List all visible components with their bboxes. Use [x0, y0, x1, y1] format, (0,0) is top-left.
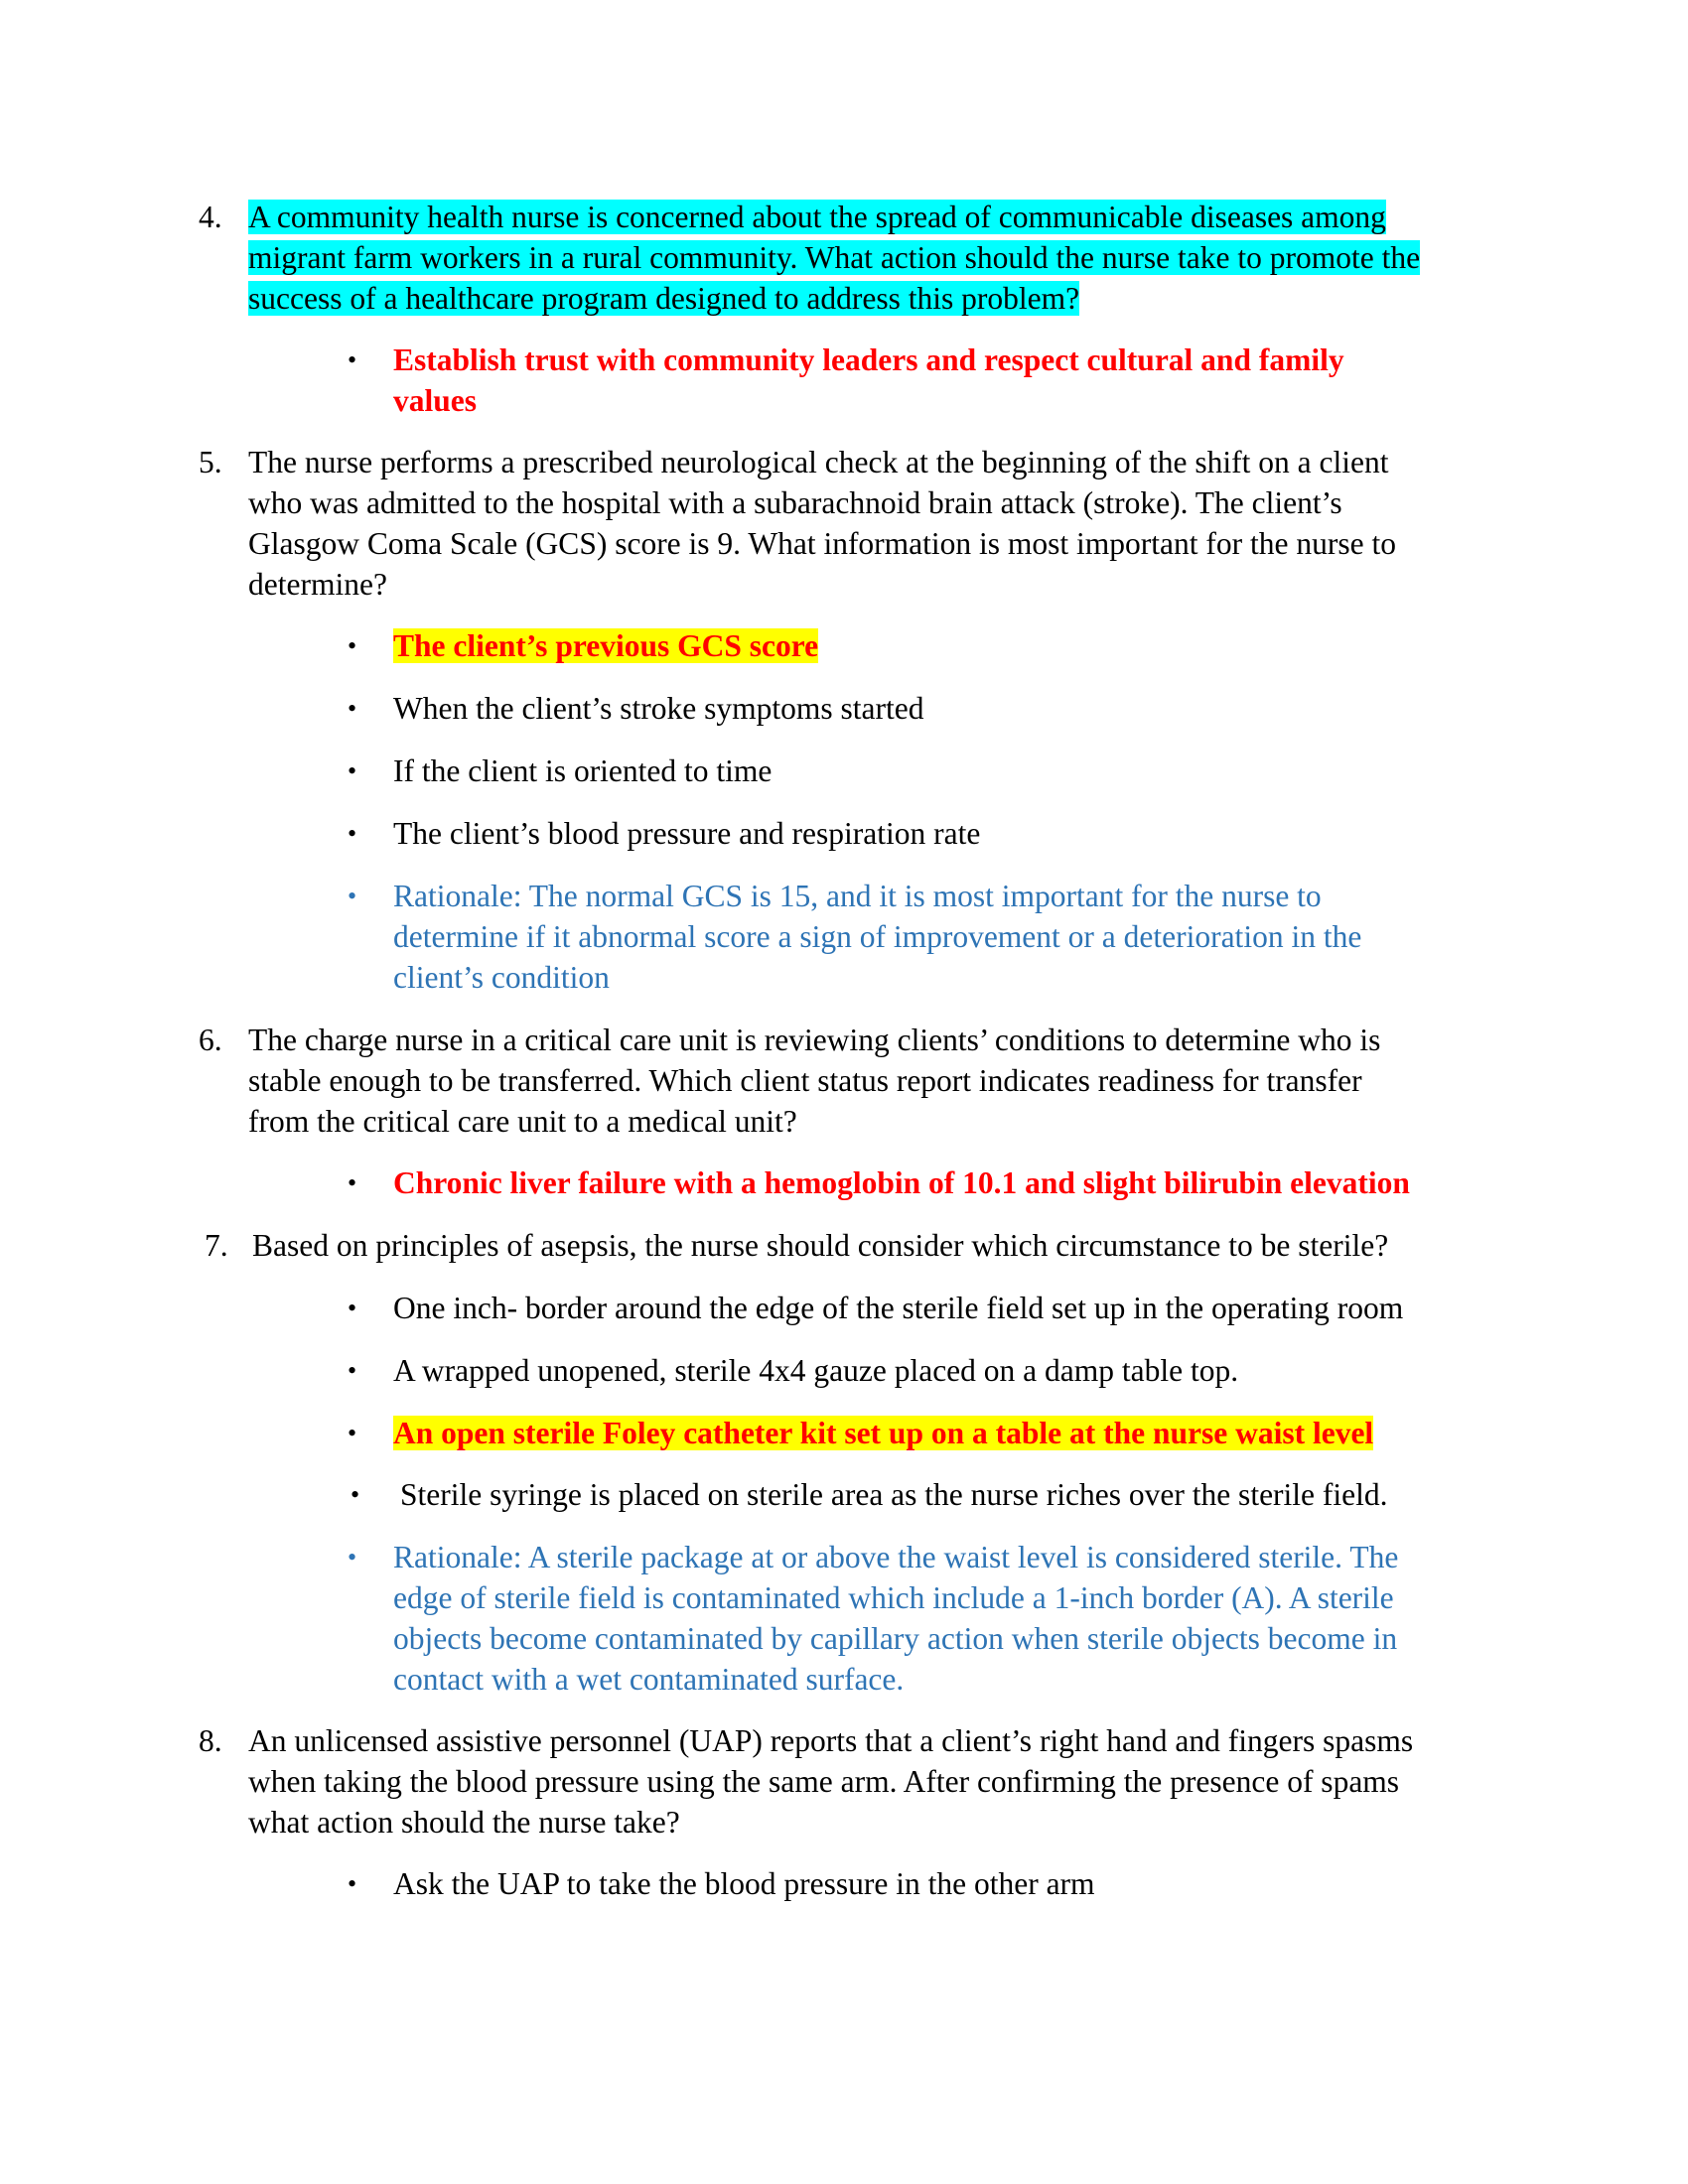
correct-answer: The client’s previous GCS score	[393, 628, 819, 663]
question-text-line: An unlicensed assistive personnel (UAP) reports that a client’s right hand and fingers spasms	[248, 1723, 1414, 1758]
answer-option: Ask the UAP to take the blood pressure in the other arm	[393, 1866, 1095, 1901]
question-text-line: stable enough to be transferred. Which client status report indicates readiness for transfer	[248, 1063, 1362, 1098]
question-text-line: who was admitted to the hospital with a subarachnoid brain attack (stroke). The client’s	[248, 485, 1342, 520]
question-text-line: determine?	[248, 567, 387, 602]
bullet-icon: •	[348, 1168, 357, 1197]
bullet-icon: •	[348, 1294, 357, 1322]
question-text-line: A community health nurse is concerned about the spread of communicable diseases among	[248, 200, 1386, 234]
rationale-text: objects become contaminated by capillary action when sterile objects become in	[393, 1621, 1398, 1656]
answer-option: One inch- border around the edge of the sterile field set up in the operating room	[393, 1291, 1404, 1325]
bullet-icon: •	[348, 882, 357, 910]
question-text-line: Based on principles of asepsis, the nurse should consider which circumstance to be sterile?	[252, 1228, 1389, 1263]
question-text-line: Glasgow Coma Scale (GCS) score is 9. What information is most important for the nurse to	[248, 526, 1396, 561]
rationale-text: client’s condition	[393, 960, 610, 995]
question-number: 5.	[199, 445, 222, 479]
answer-option: Sterile syringe is placed on sterile area as the nurse riches over the sterile field.	[400, 1477, 1388, 1512]
correct-answer: Chronic liver failure with a hemoglobin of 10.1 and slight bilirubin elevation	[393, 1165, 1410, 1200]
question-text-line: what action should the nurse take?	[248, 1805, 680, 1840]
answer-option: When the client’s stroke symptoms started	[393, 691, 924, 726]
bullet-icon: •	[348, 1419, 357, 1447]
rationale-text: edge of sterile field is contaminated which include a 1-inch border (A). A sterile	[393, 1580, 1394, 1615]
question-text-line: The nurse performs a prescribed neurological check at the beginning of the shift on a client	[248, 445, 1389, 479]
question-text-line: migrant farm workers in a rural community. What action should the nurse take to promote the	[248, 240, 1421, 275]
question-text-line: when taking the blood pressure using the same arm. After confirming the presence of spams	[248, 1764, 1400, 1799]
bullet-icon: •	[348, 1543, 357, 1571]
bullet-icon: •	[348, 694, 357, 723]
answer-option: The client’s blood pressure and respiration rate	[393, 816, 981, 851]
question-number: 7.	[205, 1228, 228, 1263]
bullet-icon: •	[348, 756, 357, 785]
bullet-icon: •	[348, 1869, 357, 1898]
question-text-line: The charge nurse in a critical care unit is reviewing clients’ conditions to determine who is	[248, 1023, 1381, 1057]
bullet-icon: •	[348, 819, 357, 848]
bullet-icon: •	[348, 345, 357, 374]
correct-answer: values	[393, 383, 478, 418]
bullet-icon: •	[348, 631, 357, 660]
question-number: 6.	[199, 1023, 222, 1057]
answer-option: If the client is oriented to time	[393, 753, 773, 788]
question-number: 8.	[199, 1723, 222, 1758]
rationale-text: determine if it abnormal score a sign of improvement or a deterioration in the	[393, 919, 1362, 954]
question-number: 4.	[199, 200, 222, 234]
rationale-text: Rationale: The normal GCS is 15, and it is most important for the nurse to	[393, 879, 1322, 913]
bullet-icon: •	[351, 1480, 360, 1509]
correct-answer: Establish trust with community leaders and respect cultural and family	[393, 342, 1344, 377]
bullet-icon: •	[348, 1356, 357, 1385]
correct-answer: An open sterile Foley catheter kit set up on a table at the nurse waist level	[393, 1416, 1374, 1450]
rationale-text: Rationale: A sterile package at or above the waist level is considered sterile. The	[393, 1540, 1399, 1574]
answer-option: A wrapped unopened, sterile 4x4 gauze placed on a damp table top.	[393, 1353, 1239, 1388]
question-text-line: success of a healthcare program designed to address this problem?	[248, 281, 1080, 316]
rationale-text: contact with a wet contaminated surface.	[393, 1662, 905, 1697]
question-text-line: from the critical care unit to a medical unit?	[248, 1104, 797, 1139]
